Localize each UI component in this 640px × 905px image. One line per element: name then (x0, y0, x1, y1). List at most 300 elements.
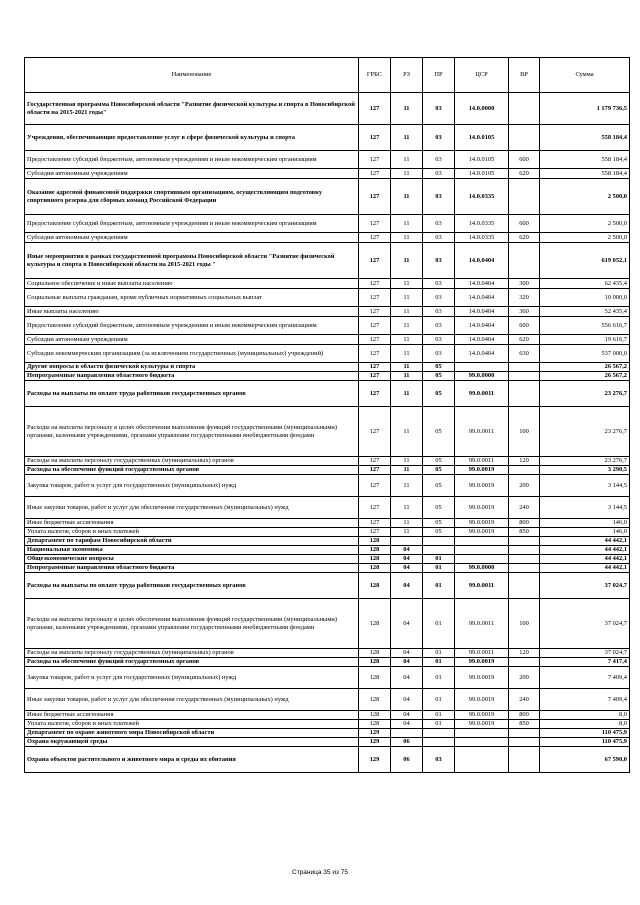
cell-sum: 37 024,7 (540, 573, 630, 599)
cell-vr: 300 (509, 279, 540, 289)
table-row (25, 381, 630, 407)
table-row (25, 475, 630, 497)
cell-rz: 11 (391, 381, 423, 407)
cell-sum: 146,0 (540, 528, 630, 537)
table-row (25, 125, 630, 151)
cell-sum: 52 435,4 (540, 307, 630, 317)
budget-table (24, 57, 630, 773)
cell-csr: 99.0.0011 (455, 599, 509, 649)
cell-csr: 99.0.0019 (455, 658, 509, 667)
cell-name: Иные закупки товаров, работ и услуг для обеспечения государственных (муниципальных) нужд (25, 497, 359, 519)
cell-pr: 05 (423, 475, 455, 497)
cell-rz: 11 (391, 457, 423, 466)
cell-vr: 360 (509, 307, 540, 317)
cell-sum: 537 000,0 (540, 345, 630, 363)
cell-csr: 14.0.0335 (455, 179, 509, 215)
cell-pr: 01 (423, 649, 455, 658)
cell-csr (455, 546, 509, 555)
cell-vr (509, 93, 540, 125)
table-row (25, 307, 630, 317)
cell-vr: 120 (509, 649, 540, 658)
table-row (25, 279, 630, 289)
table-row (25, 179, 630, 215)
cell-grbs: 128 (359, 658, 391, 667)
cell-vr: 630 (509, 345, 540, 363)
cell-csr: 99.0.0000 (455, 372, 509, 381)
cell-pr (423, 729, 455, 738)
cell-vr (509, 546, 540, 555)
cell-sum: 37 024,7 (540, 599, 630, 649)
cell-name: Расходы на обеспечение функций государственных органов (25, 466, 359, 475)
cell-pr: 01 (423, 599, 455, 649)
cell-vr (509, 555, 540, 564)
cell-csr: 99.0.0019 (455, 497, 509, 519)
cell-vr: 100 (509, 599, 540, 649)
cell-grbs: 127 (359, 475, 391, 497)
table-row (25, 573, 630, 599)
cell-grbs: 128 (359, 537, 391, 546)
cell-rz: 06 (391, 738, 423, 747)
header-sum: Сумма (540, 58, 630, 93)
cell-vr (509, 537, 540, 546)
cell-rz: 11 (391, 289, 423, 307)
cell-pr: 03 (423, 179, 455, 215)
table-row (25, 363, 630, 372)
cell-csr (455, 537, 509, 546)
cell-name: Предоставление субсидий бюджетным, автономным учреждениям и иным некоммерческим организациям (25, 317, 359, 335)
cell-rz: 11 (391, 151, 423, 169)
cell-csr: 14.0.0404 (455, 289, 509, 307)
table-row (25, 528, 630, 537)
cell-rz: 04 (391, 711, 423, 720)
cell-name: Иные бюджетные ассигнования (25, 519, 359, 528)
cell-vr (509, 179, 540, 215)
cell-vr: 100 (509, 407, 540, 457)
cell-vr (509, 573, 540, 599)
cell-sum: 37 024,7 (540, 649, 630, 658)
cell-csr (455, 363, 509, 372)
cell-grbs: 128 (359, 555, 391, 564)
cell-sum: 7 409,4 (540, 667, 630, 689)
cell-rz: 06 (391, 747, 423, 773)
cell-pr: 03 (423, 169, 455, 179)
cell-name: Закупка товаров, работ и услуг для государственных (муниципальных) нужд (25, 667, 359, 689)
cell-rz: 11 (391, 169, 423, 179)
cell-name: Государственная программа Новосибирской области "Развитие физической культуры и спорта в Новосибирской области на 2015-2021 годы" (25, 93, 359, 125)
cell-vr (509, 729, 540, 738)
cell-grbs: 127 (359, 243, 391, 279)
cell-sum: 2 500,0 (540, 233, 630, 243)
cell-csr: 99.0.0019 (455, 519, 509, 528)
cell-vr: 620 (509, 233, 540, 243)
cell-csr (455, 729, 509, 738)
cell-vr (509, 243, 540, 279)
cell-sum: 558 184,4 (540, 169, 630, 179)
cell-rz: 11 (391, 519, 423, 528)
cell-pr: 01 (423, 658, 455, 667)
cell-name: Субсидии автономным учреждениям (25, 169, 359, 179)
cell-grbs: 127 (359, 125, 391, 151)
cell-csr: 14.0.0404 (455, 307, 509, 317)
cell-name: Непрограммные направления областного бюджета (25, 564, 359, 573)
cell-sum: 26 567,2 (540, 372, 630, 381)
cell-vr (509, 363, 540, 372)
header-grbs: ГРБС (359, 58, 391, 93)
cell-rz: 11 (391, 233, 423, 243)
table-row (25, 658, 630, 667)
cell-pr: 03 (423, 307, 455, 317)
table-row (25, 317, 630, 335)
cell-pr (423, 537, 455, 546)
cell-rz: 11 (391, 372, 423, 381)
cell-grbs: 127 (359, 215, 391, 233)
cell-rz: 04 (391, 658, 423, 667)
cell-csr: 14.0.0404 (455, 345, 509, 363)
cell-vr (509, 738, 540, 747)
cell-csr: 99.0.0019 (455, 689, 509, 711)
page-number: Страница 35 из 75 (292, 869, 348, 876)
cell-csr: 14.0.0105 (455, 169, 509, 179)
cell-name: Расходы на выплаты персоналу государственных (муниципальных) органов (25, 457, 359, 466)
cell-pr: 03 (423, 243, 455, 279)
cell-csr: 99.0.0019 (455, 528, 509, 537)
cell-vr: 620 (509, 169, 540, 179)
cell-vr: 600 (509, 317, 540, 335)
cell-vr: 600 (509, 215, 540, 233)
cell-sum: 23 276,7 (540, 407, 630, 457)
cell-pr: 03 (423, 747, 455, 773)
cell-rz (391, 729, 423, 738)
cell-name: Охрана окружающей среды (25, 738, 359, 747)
cell-csr: 99.0.0011 (455, 407, 509, 457)
cell-csr: 14.0.0404 (455, 243, 509, 279)
cell-sum: 7 409,4 (540, 689, 630, 711)
cell-name: Расходы на обеспечение функций государственных органов (25, 658, 359, 667)
table-row (25, 169, 630, 179)
cell-sum: 44 442,1 (540, 564, 630, 573)
cell-csr: 14.0.0105 (455, 151, 509, 169)
cell-name: Субсидии автономным учреждениям (25, 335, 359, 345)
cell-sum: 8,0 (540, 720, 630, 729)
cell-rz: 11 (391, 215, 423, 233)
cell-vr: 600 (509, 151, 540, 169)
cell-grbs: 127 (359, 519, 391, 528)
cell-name: Учреждения, обеспечивающие предоставление услуг в сфере физической культуры и спорта (25, 125, 359, 151)
cell-vr (509, 381, 540, 407)
cell-sum: 19 616,7 (540, 335, 630, 345)
cell-grbs: 129 (359, 729, 391, 738)
cell-sum: 558 184,4 (540, 151, 630, 169)
cell-csr (455, 738, 509, 747)
cell-name: Расходы на выплаты по оплате труда работников государственных органов (25, 573, 359, 599)
cell-grbs: 127 (359, 497, 391, 519)
cell-vr: 200 (509, 475, 540, 497)
cell-grbs: 128 (359, 711, 391, 720)
cell-sum: 110 475,9 (540, 729, 630, 738)
table-row (25, 345, 630, 363)
cell-vr: 120 (509, 457, 540, 466)
table-row (25, 667, 630, 689)
table-row (25, 372, 630, 381)
cell-name: Расходы на выплаты персоналу в целях обеспечения выполнения функций государственными (муниципальными) органами, казенными учреждениями, органами управления государственными внебюджетными фондами (25, 407, 359, 457)
cell-sum: 44 442,1 (540, 555, 630, 564)
table-row (25, 233, 630, 243)
cell-vr: 850 (509, 720, 540, 729)
table-row (25, 537, 630, 546)
cell-grbs: 127 (359, 151, 391, 169)
cell-rz: 04 (391, 599, 423, 649)
cell-grbs: 127 (359, 457, 391, 466)
cell-rz: 11 (391, 317, 423, 335)
cell-csr: 14.0.0404 (455, 335, 509, 345)
cell-sum: 3 144,5 (540, 497, 630, 519)
cell-grbs: 129 (359, 747, 391, 773)
cell-grbs: 127 (359, 289, 391, 307)
cell-grbs: 127 (359, 279, 391, 289)
cell-name: Закупка товаров, работ и услуг для государственных (муниципальных) нужд (25, 475, 359, 497)
cell-rz: 11 (391, 125, 423, 151)
cell-rz: 11 (391, 179, 423, 215)
cell-sum: 1 179 736,5 (540, 93, 630, 125)
cell-vr: 800 (509, 519, 540, 528)
cell-sum: 3 290,5 (540, 466, 630, 475)
cell-pr: 03 (423, 279, 455, 289)
cell-sum: 2 500,0 (540, 179, 630, 215)
cell-pr: 03 (423, 345, 455, 363)
cell-grbs: 128 (359, 599, 391, 649)
table-row (25, 720, 630, 729)
cell-vr (509, 125, 540, 151)
header-name: Наименование (25, 58, 359, 93)
cell-pr: 05 (423, 497, 455, 519)
cell-pr: 03 (423, 215, 455, 233)
cell-pr (423, 546, 455, 555)
table-row (25, 457, 630, 466)
header-rz: РЗ (391, 58, 423, 93)
cell-vr (509, 466, 540, 475)
cell-pr: 03 (423, 151, 455, 169)
cell-grbs: 128 (359, 720, 391, 729)
cell-csr: 14.0.0335 (455, 215, 509, 233)
cell-rz: 11 (391, 93, 423, 125)
cell-rz: 11 (391, 279, 423, 289)
cell-grbs: 127 (359, 317, 391, 335)
cell-pr: 05 (423, 407, 455, 457)
cell-sum: 10 000,0 (540, 289, 630, 307)
cell-rz: 11 (391, 335, 423, 345)
cell-name: Иные бюджетные ассигнования (25, 711, 359, 720)
cell-rz: 11 (391, 363, 423, 372)
cell-name: Уплата налогов, сборов и иных платежей (25, 720, 359, 729)
table-row (25, 546, 630, 555)
table-row (25, 289, 630, 307)
cell-grbs: 128 (359, 546, 391, 555)
cell-sum: 556 616,7 (540, 317, 630, 335)
cell-vr: 240 (509, 497, 540, 519)
cell-pr: 05 (423, 363, 455, 372)
cell-grbs: 128 (359, 573, 391, 599)
cell-pr: 01 (423, 555, 455, 564)
header-pr: ПР (423, 58, 455, 93)
header-vr: ВР (509, 58, 540, 93)
cell-csr: 99.0.0011 (455, 381, 509, 407)
cell-name: Оказание адресной финансовой поддержки спортивным организациям, осуществляющим подготовку спортивного резерва для сборных команд Российской Федерации (25, 179, 359, 215)
cell-rz: 11 (391, 307, 423, 317)
cell-grbs: 127 (359, 335, 391, 345)
cell-grbs: 127 (359, 407, 391, 457)
cell-pr: 05 (423, 528, 455, 537)
cell-rz: 11 (391, 466, 423, 475)
cell-csr: 99.0.0000 (455, 564, 509, 573)
cell-sum: 558 184,4 (540, 125, 630, 151)
cell-vr (509, 747, 540, 773)
cell-grbs: 128 (359, 667, 391, 689)
cell-pr: 01 (423, 689, 455, 711)
cell-name: Расходы на выплаты по оплате труда работников государственных органов (25, 381, 359, 407)
cell-pr: 05 (423, 381, 455, 407)
cell-csr: 14.0.0000 (455, 93, 509, 125)
cell-pr: 03 (423, 233, 455, 243)
cell-rz: 04 (391, 573, 423, 599)
cell-rz: 04 (391, 546, 423, 555)
cell-sum: 3 144,5 (540, 475, 630, 497)
cell-rz: 11 (391, 345, 423, 363)
cell-csr: 99.0.0011 (455, 573, 509, 599)
cell-grbs: 128 (359, 649, 391, 658)
cell-rz: 04 (391, 667, 423, 689)
cell-grbs: 127 (359, 307, 391, 317)
cell-name: Другие вопросы в области физической культуры и спорта (25, 363, 359, 372)
cell-vr (509, 658, 540, 667)
cell-pr: 05 (423, 519, 455, 528)
cell-name: Департамент по тарифам Новосибирской области (25, 537, 359, 546)
cell-sum: 619 052,1 (540, 243, 630, 279)
cell-pr: 05 (423, 466, 455, 475)
cell-grbs: 128 (359, 689, 391, 711)
cell-name: Предоставление субсидий бюджетным, автономным учреждениям и иным некоммерческим организациям (25, 151, 359, 169)
cell-csr: 99.0.0019 (455, 711, 509, 720)
cell-sum: 62 435,4 (540, 279, 630, 289)
cell-name: Иные мероприятия в рамках государственной программы Новосибирской области "Развитие физической культуры и спорта в Новосибирской области на 2015-2021 годы " (25, 243, 359, 279)
cell-sum: 44 442,1 (540, 546, 630, 555)
cell-grbs: 129 (359, 738, 391, 747)
cell-sum: 44 442,1 (540, 537, 630, 546)
cell-rz: 11 (391, 497, 423, 519)
table-row (25, 711, 630, 720)
cell-sum: 23 276,7 (540, 381, 630, 407)
cell-pr: 01 (423, 711, 455, 720)
cell-csr: 14.0.0404 (455, 317, 509, 335)
cell-rz: 11 (391, 243, 423, 279)
cell-csr: 14.0.0404 (455, 279, 509, 289)
cell-pr: 05 (423, 372, 455, 381)
cell-sum: 8,0 (540, 711, 630, 720)
cell-csr: 14.0.0335 (455, 233, 509, 243)
cell-pr: 03 (423, 289, 455, 307)
table-row (25, 243, 630, 279)
cell-csr: 14.0.0105 (455, 125, 509, 151)
cell-sum: 146,0 (540, 519, 630, 528)
cell-sum: 7 417,4 (540, 658, 630, 667)
cell-sum: 2 500,0 (540, 215, 630, 233)
table-row (25, 564, 630, 573)
cell-grbs: 127 (359, 233, 391, 243)
cell-name: Субсидии автономным учреждениям (25, 233, 359, 243)
cell-pr (423, 738, 455, 747)
cell-vr: 320 (509, 289, 540, 307)
table-header-row (25, 58, 630, 93)
table-row (25, 729, 630, 738)
cell-grbs: 127 (359, 93, 391, 125)
cell-vr (509, 564, 540, 573)
cell-rz: 04 (391, 720, 423, 729)
cell-sum: 67 590,0 (540, 747, 630, 773)
cell-rz: 11 (391, 475, 423, 497)
table-row (25, 747, 630, 773)
cell-pr: 03 (423, 335, 455, 345)
cell-rz: 04 (391, 649, 423, 658)
cell-pr: 03 (423, 125, 455, 151)
cell-name: Непрограммные направления областного бюджета (25, 372, 359, 381)
table-row (25, 151, 630, 169)
cell-name: Национальная экономика (25, 546, 359, 555)
cell-grbs: 127 (359, 528, 391, 537)
cell-csr: 99.0.0011 (455, 457, 509, 466)
table-row (25, 407, 630, 457)
table-row (25, 599, 630, 649)
cell-name: Расходы на выплаты персоналу в целях обеспечения выполнения функций государственными (муниципальными) органами, казенными учреждениями, органами управления государственными внебюджетными фондами (25, 599, 359, 649)
cell-name: Субсидии некоммерческим организациям (за исключением государственных (муниципальных) учреждений) (25, 345, 359, 363)
cell-csr: 99.0.0019 (455, 475, 509, 497)
cell-rz (391, 537, 423, 546)
table-row (25, 215, 630, 233)
cell-grbs: 128 (359, 564, 391, 573)
table-row (25, 335, 630, 345)
cell-csr: 99.0.0019 (455, 466, 509, 475)
cell-pr: 03 (423, 93, 455, 125)
cell-vr: 200 (509, 667, 540, 689)
header-csr: ЦСР (455, 58, 509, 93)
cell-pr: 01 (423, 564, 455, 573)
table-body (25, 93, 630, 773)
cell-name: Иные выплаты населению (25, 307, 359, 317)
table-row (25, 555, 630, 564)
cell-rz: 04 (391, 689, 423, 711)
table-row (25, 466, 630, 475)
table-row (25, 93, 630, 125)
cell-csr: 99.0.0011 (455, 649, 509, 658)
cell-name: Предоставление субсидий бюджетным, автономным учреждениям и иным некоммерческим организациям (25, 215, 359, 233)
table-row (25, 519, 630, 528)
cell-name: Социальные выплаты гражданам, кроме публичных нормативных социальных выплат (25, 289, 359, 307)
cell-name: Расходы на выплаты персоналу государственных (муниципальных) органов (25, 649, 359, 658)
cell-grbs: 127 (359, 381, 391, 407)
cell-vr: 800 (509, 711, 540, 720)
cell-grbs: 127 (359, 372, 391, 381)
cell-vr (509, 372, 540, 381)
cell-csr (455, 555, 509, 564)
cell-name: Иные закупки товаров, работ и услуг для обеспечения государственных (муниципальных) нужд (25, 689, 359, 711)
cell-rz: 11 (391, 407, 423, 457)
table-row (25, 689, 630, 711)
cell-csr: 99.0.0019 (455, 720, 509, 729)
cell-pr: 01 (423, 573, 455, 599)
table-row (25, 497, 630, 519)
cell-csr (455, 747, 509, 773)
cell-pr: 01 (423, 667, 455, 689)
cell-pr: 05 (423, 457, 455, 466)
cell-vr: 620 (509, 335, 540, 345)
